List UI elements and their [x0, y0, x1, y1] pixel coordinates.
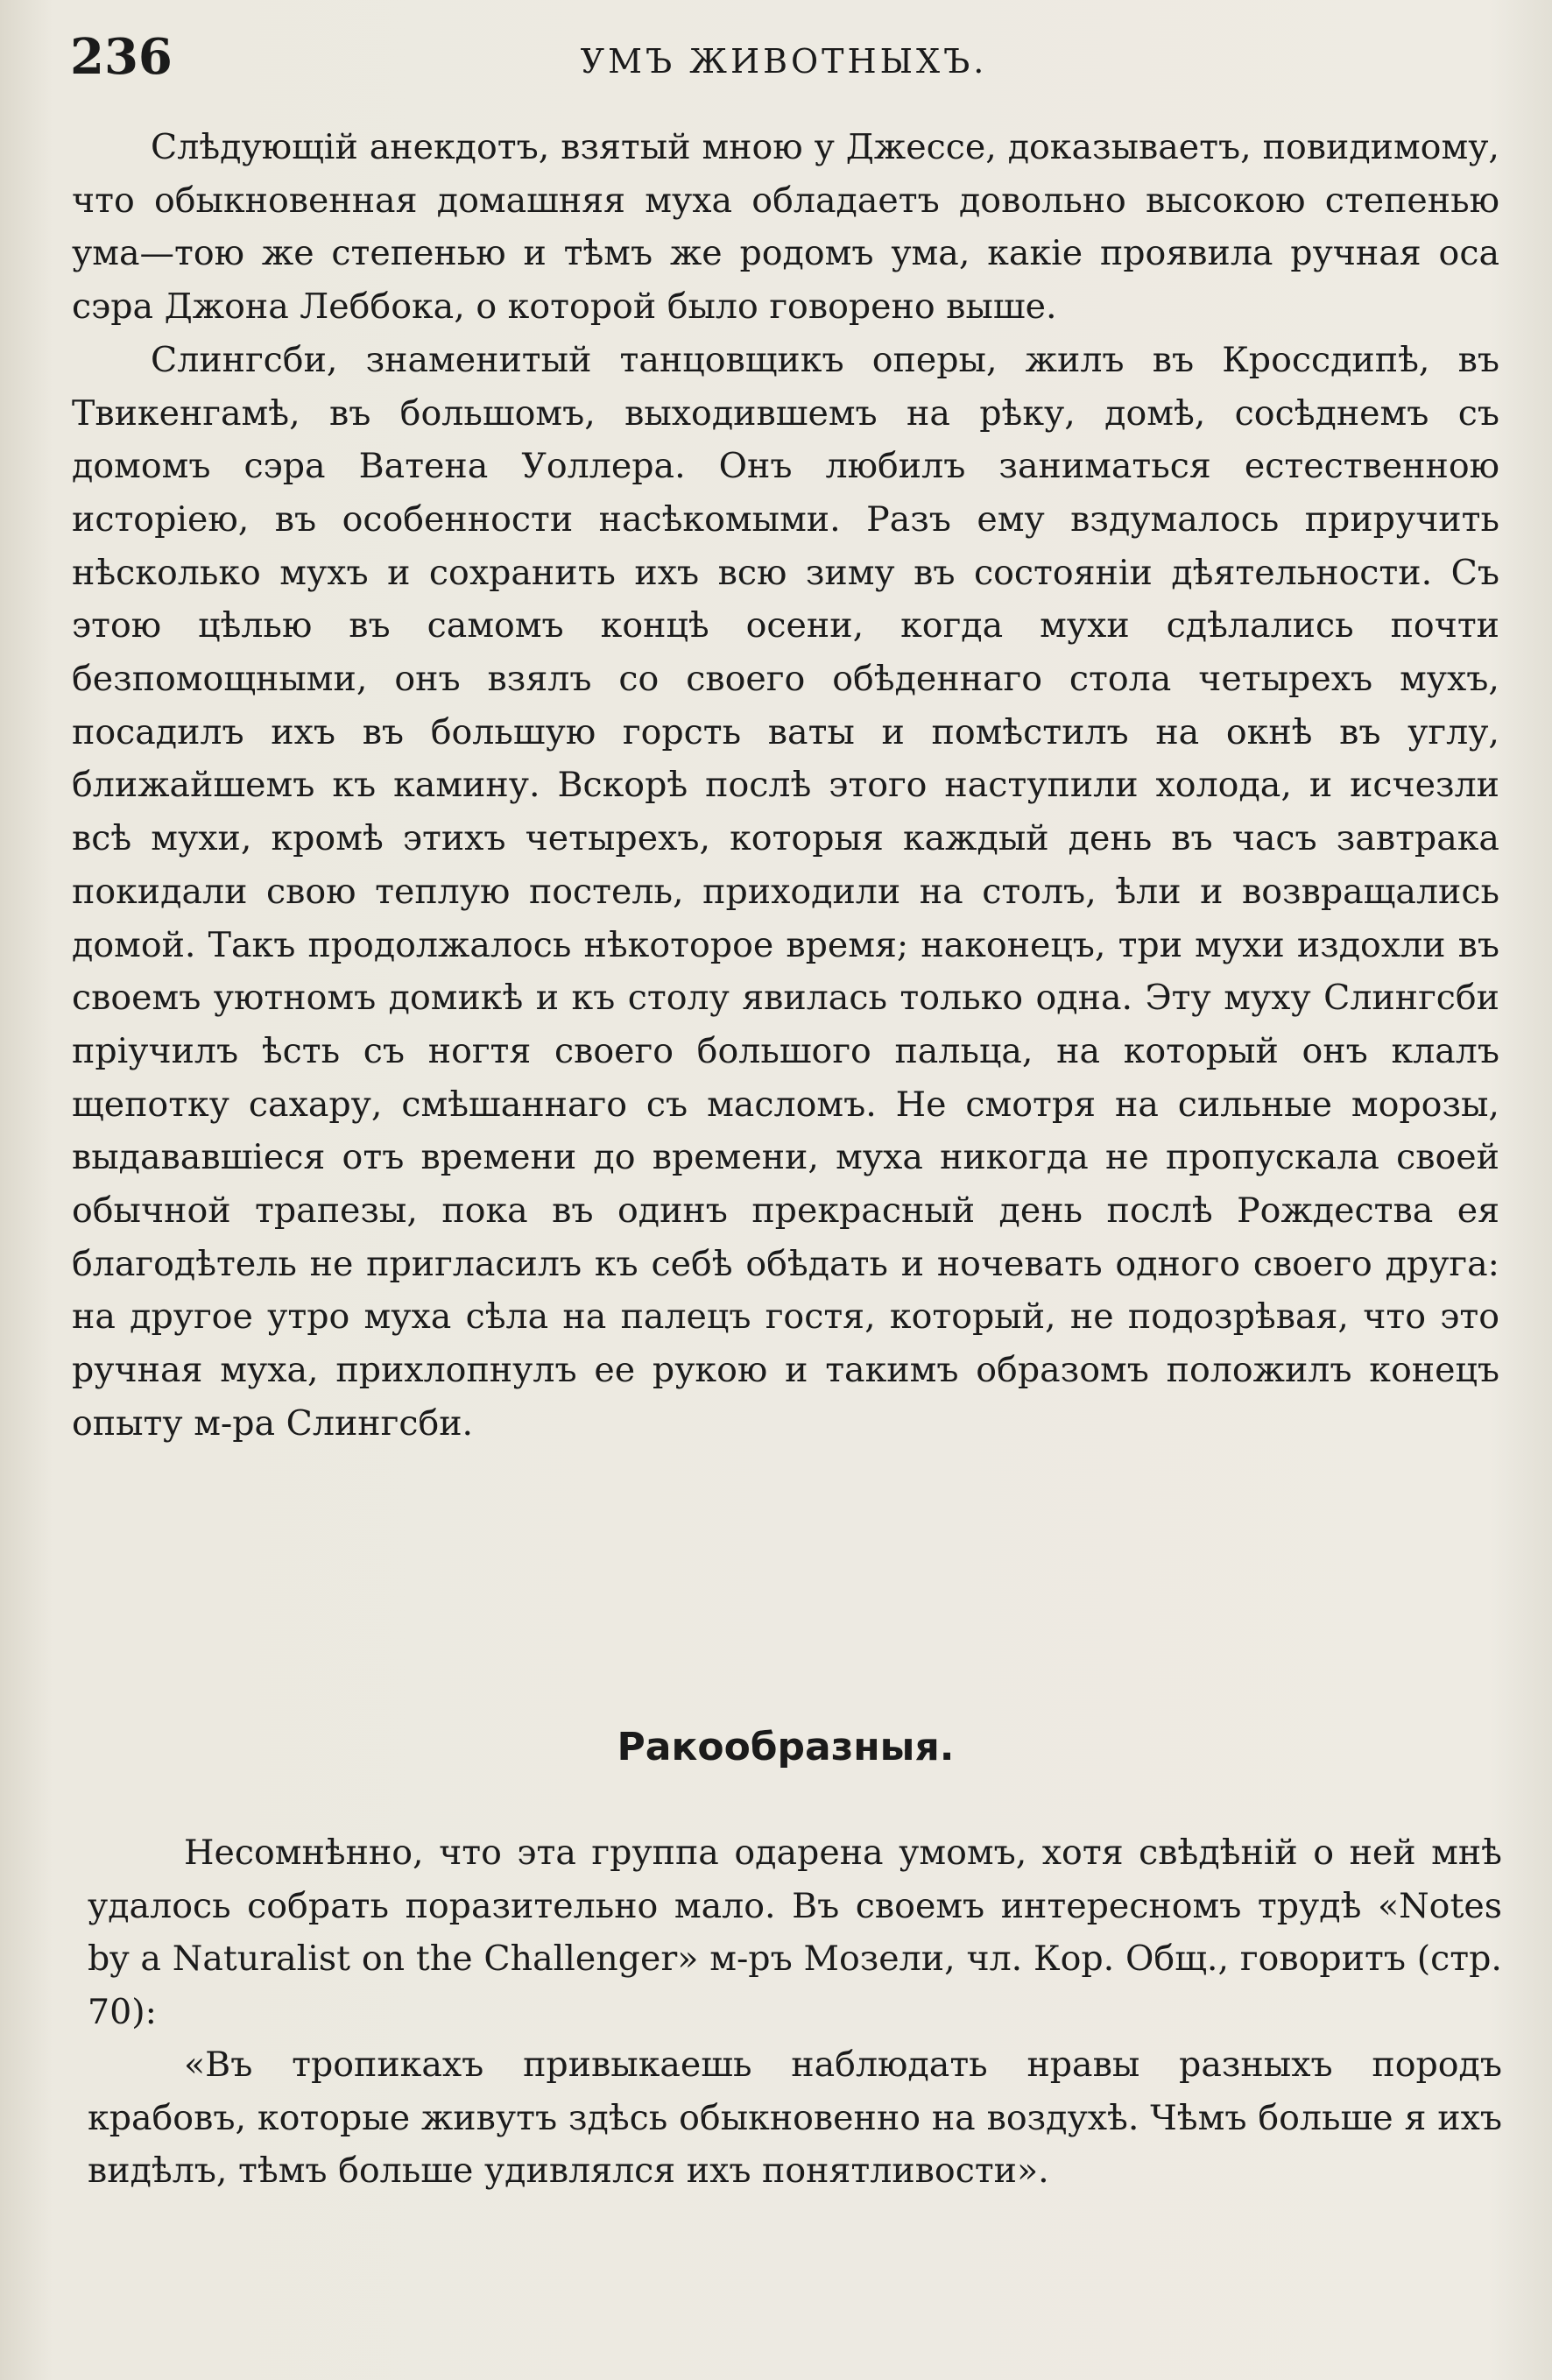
page-header: [70, 26, 1498, 88]
paragraph-crustaceans-intro: Несомнѣнно, что эта группа одарена умомъ, хотя свѣдѣній о ней мнѣ удалось собрать поразительно мало. Въ своемъ интересномъ трудѣ «Notes by a Naturalist on the Challenger» м-ръ Мозели, чл. Кор. Общ., говоритъ (стр. 70):: [88, 1833, 1502, 2032]
main-text: [72, 121, 1499, 1451]
paragraph-anecdote-intro: Слѣдующій анекдотъ, взятый мною у Джессе, доказываетъ, повидимому, что обыкновенная домашняя муха обладаетъ довольно высокою степенью ума—тою же степенью и тѣмъ же родомъ ума, какіе проявила ручная оса сэра Джона Леббока, о которой было говорено выше.: [72, 127, 1499, 328]
running-head: УМЪ ЖИВОТНЫХЪ.: [580, 42, 988, 81]
paragraph-slingsby-story: Слингсби, знаменитый танцовщикъ оперы, жилъ въ Кроссдипѣ, въ Твикенгамѣ, въ большомъ, выходившемъ на рѣку, домѣ, сосѣднемъ съ домомъ сэра Ватена Уоллера. Онъ любилъ заниматься естественною исторіею, въ особенности насѣкомыми. Разъ ему вздумалось приручить нѣсколько мухъ и сохранить ихъ всю зиму въ состояніи дѣятельности. Съ этою цѣлью въ самомъ концѣ осени, когда мухи сдѣлались почти безпомощными, онъ взялъ со своего обѣденнаго стола четырехъ мухъ, посадилъ ихъ въ большую горсть ваты и помѣстилъ на окнѣ въ углу, ближайшемъ къ камину. Вскорѣ послѣ этого наступили холода, и исчезли всѣ мухи, кромѣ этихъ четырехъ, которыя каждый день въ часъ завтрака покидали свою теплую постель, приходили на столъ, ѣли и возвращались домой. Такъ продолжалось нѣкоторое время; наконецъ, три мухи издохли въ своемъ уютномъ домикѣ и къ столу явилась только одна. Эту муху Слингсби пріучилъ ѣсть съ ногтя своего большого пальца, на который онъ клалъ щепотку сахару, смѣшаннаго съ масломъ. Не смотря на сильные морозы, выдававшіеся отъ времени до времени, муха никогда не пропускала своей обычной трапезы, пока въ одинъ прекрасный день послѣ Рождества ея благодѣтель не пригласилъ къ себѣ обѣдать и ночевать одного своего друга: на другое утро муха сѣла на палецъ гостя, который, не подозрѣвая, что это ручная муха, прихлопнулъ ее рукою и такимъ образомъ положилъ конецъ опыту м-ра Слингсби.: [72, 339, 1499, 1444]
page-number: 236: [70, 28, 173, 86]
paragraph-quotation: «Въ тропикахъ привыкаешь наблюдать нравы разныхъ породъ крабовъ, которые живутъ здѣсь обыкновенно на воздухѣ. Чѣмъ больше я ихъ видѣлъ, тѣмъ больше удивлялся ихъ понятливости».: [88, 2045, 1502, 2191]
section-text: [88, 1826, 1502, 2198]
section-heading: Ракообразныя.: [617, 1725, 955, 1769]
